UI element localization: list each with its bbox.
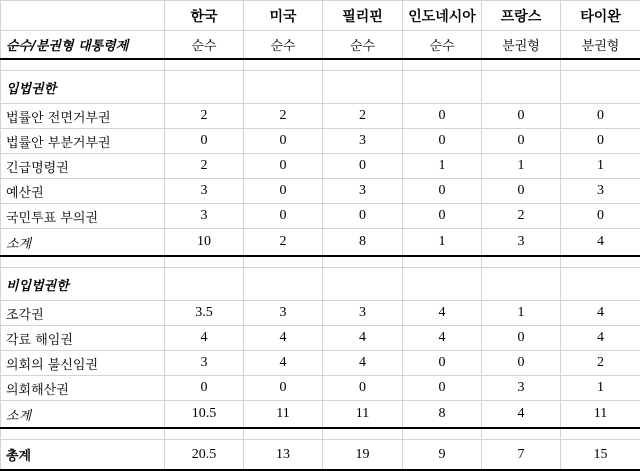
subtotal-value: 3 [482,229,561,257]
cell-value: 4 [561,326,640,351]
system-type-value: 순수 [323,31,403,60]
table-row [1,301,640,326]
cell-value: 3 [244,301,323,326]
cell-value: 3 [323,179,403,204]
cell-value: 4 [323,351,403,376]
subtotal-value: 4 [482,401,561,429]
cell-value: 0 [165,129,244,154]
cell-value: 2 [482,204,561,229]
cell-value: 0 [244,129,323,154]
table-row [1,351,640,376]
cell-value: 0 [482,351,561,376]
system-type-value: 순수 [244,31,323,60]
row-label: 국민투표 부의권 [1,204,165,229]
header-country: 타이완 [561,1,640,31]
cell-value: 0 [482,326,561,351]
cell-value: 4 [561,301,640,326]
table-row [1,179,640,204]
row-label: 의회해산권 [1,376,165,401]
cell-value: 2 [244,104,323,129]
cell-value: 3 [323,301,403,326]
cell-value: 4 [244,326,323,351]
cell-value: 3 [323,129,403,154]
cell-value: 0 [165,376,244,401]
section-title: 입법권한 [1,71,165,104]
subtotal-value: 11 [323,401,403,429]
cell-value: 3 [482,376,561,401]
system-type-value: 분권형 [561,31,640,60]
header-country: 한국 [165,1,244,31]
section-header-row [1,268,640,301]
subtotal-value: 8 [323,229,403,257]
cell-value: 0 [244,179,323,204]
total-value: 19 [323,440,403,471]
total-label: 총계 [1,440,165,471]
row-label: 법률안 부분거부권 [1,129,165,154]
subtotal-value: 10 [165,229,244,257]
cell-value: 3.5 [165,301,244,326]
subtotal-value: 4 [561,229,640,257]
cell-value: 0 [403,129,482,154]
cell-value: 0 [403,351,482,376]
total-value: 13 [244,440,323,471]
table-row [1,104,640,129]
table-row [1,154,640,179]
total-value: 15 [561,440,640,471]
cell-value: 3 [165,179,244,204]
total-value: 7 [482,440,561,471]
cell-value: 1 [403,154,482,179]
row-label: 조각권 [1,301,165,326]
subtotal-label: 소계 [1,401,165,429]
cell-value: 0 [482,179,561,204]
cell-value: 0 [403,376,482,401]
cell-value: 0 [323,376,403,401]
cell-value: 4 [403,301,482,326]
cell-value: 0 [482,104,561,129]
cell-value: 3 [165,204,244,229]
cell-value: 0 [244,376,323,401]
cell-value: 3 [165,351,244,376]
cell-value: 1 [482,154,561,179]
system-type-value: 순수 [403,31,482,60]
system-type-value: 분권형 [482,31,561,60]
cell-value: 0 [323,204,403,229]
subtotal-value: 2 [244,229,323,257]
row-label: 긴급명령권 [1,154,165,179]
header-country: 필리핀 [323,1,403,31]
total-value: 9 [403,440,482,471]
header-row [1,1,640,31]
cell-value: 4 [323,326,403,351]
cell-value: 0 [561,204,640,229]
cell-value: 1 [561,154,640,179]
cell-value: 0 [244,154,323,179]
row-label: 예산권 [1,179,165,204]
subtotal-label: 소계 [1,229,165,257]
system-type-row [1,31,640,60]
subtotal-value: 10.5 [165,401,244,429]
cell-value: 2 [323,104,403,129]
cell-value: 0 [403,179,482,204]
cell-value: 0 [561,104,640,129]
subtotal-row [1,229,640,257]
system-type-value: 순수 [165,31,244,60]
table-row [1,204,640,229]
cell-value: 0 [403,104,482,129]
subtotal-value: 11 [244,401,323,429]
subtotal-value: 11 [561,401,640,429]
cell-value: 0 [244,204,323,229]
cell-value: 2 [165,154,244,179]
cell-value: 1 [561,376,640,401]
cell-value: 4 [165,326,244,351]
table-row [1,129,640,154]
total-row [1,440,640,471]
header-country: 프랑스 [482,1,561,31]
subtotal-value: 8 [403,401,482,429]
row-label: 각료 해임권 [1,326,165,351]
table-row [1,326,640,351]
cell-value: 4 [244,351,323,376]
header-corner-cell [1,1,165,31]
subtotal-value: 1 [403,229,482,257]
row-label: 의회의 불신임권 [1,351,165,376]
spacer-row [1,256,640,268]
header-country: 미국 [244,1,323,31]
cell-value: 0 [561,129,640,154]
total-value: 20.5 [165,440,244,471]
table-row [1,376,640,401]
cell-value: 0 [482,129,561,154]
system-type-label: 순수/분권형 대통령제 [1,31,165,60]
section-header-row [1,71,640,104]
header-country: 인도네시아 [403,1,482,31]
spacer-row [1,59,640,71]
cell-value: 3 [561,179,640,204]
cell-value: 0 [403,204,482,229]
cell-value: 0 [323,154,403,179]
subtotal-row [1,401,640,429]
cell-value: 1 [482,301,561,326]
cell-value: 2 [165,104,244,129]
section-title: 비입법권한 [1,268,165,301]
row-label: 법률안 전면거부권 [1,104,165,129]
cell-value: 2 [561,351,640,376]
cell-value: 4 [403,326,482,351]
spacer-row [1,428,640,440]
